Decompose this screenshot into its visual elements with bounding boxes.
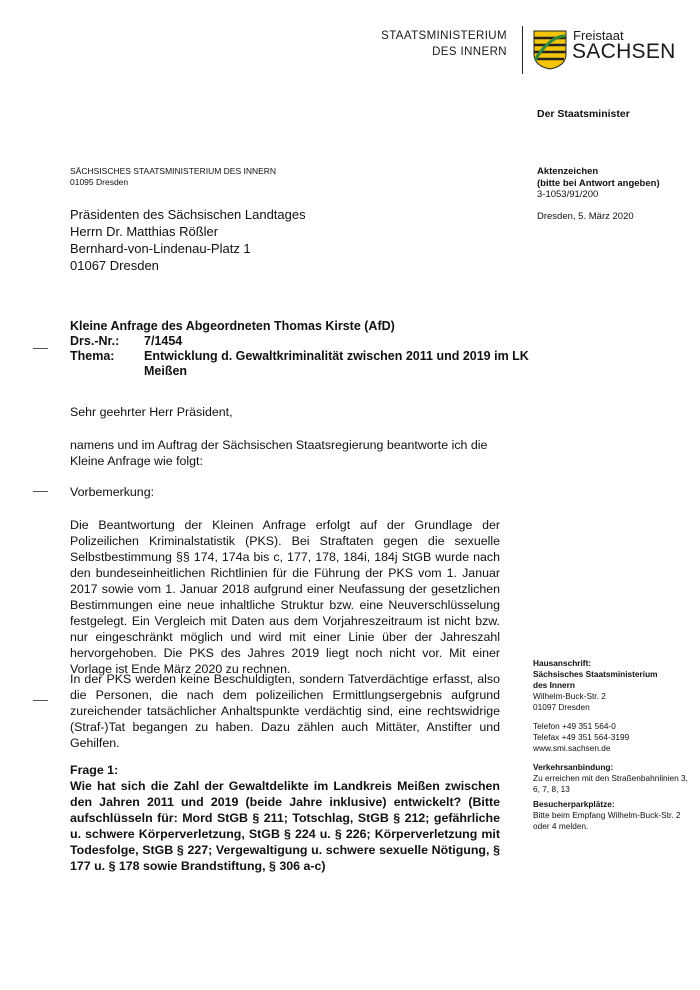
letter-date: Dresden, 5. März 2020 xyxy=(537,211,634,222)
margin-mark xyxy=(33,700,48,701)
saxony-crest-icon xyxy=(533,30,567,70)
reference-block xyxy=(537,166,660,201)
thema-value: Entwicklung d. Gewaltkriminalität zwischen 2011 und 2019 im LK Meißen xyxy=(144,349,529,378)
transport-label: Verkehrsanbindung: xyxy=(533,762,614,772)
thema-row xyxy=(70,349,564,379)
reference-label: Aktenzeichen xyxy=(537,166,599,177)
drs-row xyxy=(70,334,564,349)
subject-title: Kleine Anfrage des Abgeordneten Thomas Kirste (AfD) xyxy=(70,319,395,333)
parking-label: Besucherparkplätze: xyxy=(533,799,615,809)
margin-mark xyxy=(33,491,48,492)
intro-paragraph: namens und im Auftrag der Sächsischen Staatsregierung beantworte ich die Kleine Anfrage wie folgt: xyxy=(70,438,488,468)
address-line2: des Innern xyxy=(533,680,575,690)
address-label: Hausanschrift: xyxy=(533,658,592,668)
paragraph-pks: Die Beantwortung der Kleinen Anfrage erfolgt auf der Grundlage der Polizeilichen Kriminalstatistik (PKS). Bei Straftaten gegen die sexuelle Selbstbestimmung §§ 174, 174a bis c, 177, 178, 184i, 184j StGB wurde nach den bundeseinheitlichen Richtlinien für die Führung der PKS vom 1. Januar 2017 sowie vom 1. Januar 2018 aufgrund einer Neufassung der gesetzlichen Bestimmungen eine neue inhaltliche Struktur bzw. eine Neuverschlüsselung festgelegt. Ein Vergleich mit Daten aus dem Vorjahreszeitraum ist nicht bzw. nur eingeschränkt möglich und wird mit einer Linie über der Jahreszahl hervorgehoben. Die PKS des Jahres 2019 liegt noch nicht vor. Mit einer Vorlage ist Ende März 2020 zu rechnen. xyxy=(70,518,500,676)
recipient-address xyxy=(70,206,306,274)
transport-info xyxy=(533,762,693,795)
website-link[interactable]: www.smi.sachsen.de xyxy=(533,743,611,753)
address-line4: 01097 Dresden xyxy=(533,702,590,712)
subject-block xyxy=(70,319,564,379)
contact-phone xyxy=(533,721,693,754)
ministry-name-line2: DES INNERN xyxy=(432,46,507,58)
freistaat-label: Freistaat xyxy=(573,28,624,43)
header-divider xyxy=(522,26,523,74)
thema-label: Thema: xyxy=(70,349,115,363)
contact-address xyxy=(533,658,693,713)
question-block xyxy=(70,762,500,874)
drs-value: 7/1454 xyxy=(144,334,183,348)
phone-number: Telefon +49 351 564-0 xyxy=(533,721,616,731)
fax-number: Telefax +49 351 564-3199 xyxy=(533,732,630,742)
recipient-line4: 01067 Dresden xyxy=(70,258,159,273)
minister-title: Der Staatsminister xyxy=(537,108,630,120)
parking-text: Bitte beim Empfang Wilhelm-Buck-Str. 2 oder 4 melden. xyxy=(533,810,681,831)
margin-mark xyxy=(33,348,48,349)
salutation: Sehr geehrter Herr Präsident, xyxy=(70,405,233,419)
sachsen-label: SACHSEN xyxy=(572,40,676,63)
recipient-line3: Bernhard-von-Lindenau-Platz 1 xyxy=(70,241,251,256)
transport-text: Zu erreichen mit den Straßenbahnlinien 3, 6, 7, 8, 13 xyxy=(533,773,688,794)
parking-info xyxy=(533,799,693,832)
reference-number: 3-1053/91/200 xyxy=(537,189,599,200)
ministry-name xyxy=(381,28,507,60)
question-label: Frage 1: xyxy=(70,763,119,777)
vorbemerkung-heading: Vorbemerkung: xyxy=(70,485,155,499)
drs-label: Drs.-Nr.: xyxy=(70,334,120,348)
address-line1: Sächsisches Staatsministerium xyxy=(533,669,658,679)
paragraph-tatverdaechtige: In der PKS werden keine Beschuldigten, sondern Tatverdächtige erfasst, also die Personen, die nach dem polizeilichen Ermittlungsergebnis aufgrund zureichender tatsächlicher Anhaltspunkte verdächtig sind, eine rechtswidrige (Straf-)Tat begangen zu haben. Dazu zählen auch Mittäter, Anstifter und Gehilfen. xyxy=(70,672,500,750)
sender-line1: SÄCHSISCHES STAATSMINISTERIUM DES INNERN xyxy=(70,166,277,176)
ministry-name-line1: STAATSMINISTERIUM xyxy=(381,30,507,42)
address-line3: Wilhelm-Buck-Str. 2 xyxy=(533,691,606,701)
reference-hint: (bitte bei Antwort angeben) xyxy=(537,177,660,189)
sender-line2: 01095 Dresden xyxy=(70,177,129,187)
question-text: Wie hat sich die Zahl der Gewaltdelikte im Landkreis Meißen zwischen den Jahren 2011 und 2019 (beide Jahre inklusive) entwickelt? (Bitte aufschlüsseln für: Mord StGB § 211; Totschlag, StGB § 212; gefährliche u. schwere Körperverletzung, StGB § 224 u. § 226; Körperverletzung mit Todesfolge, StGB § 227; Vergewaltigung u. schwere sexuelle Nötigung, § 177 u. § 178 sowie Brandstiftung, § 306 a-c) xyxy=(70,779,500,873)
sender-address xyxy=(70,166,276,188)
recipient-line2: Herrn Dr. Matthias Rößler xyxy=(70,224,219,239)
recipient-line1: Präsidenten des Sächsischen Landtages xyxy=(70,207,306,222)
